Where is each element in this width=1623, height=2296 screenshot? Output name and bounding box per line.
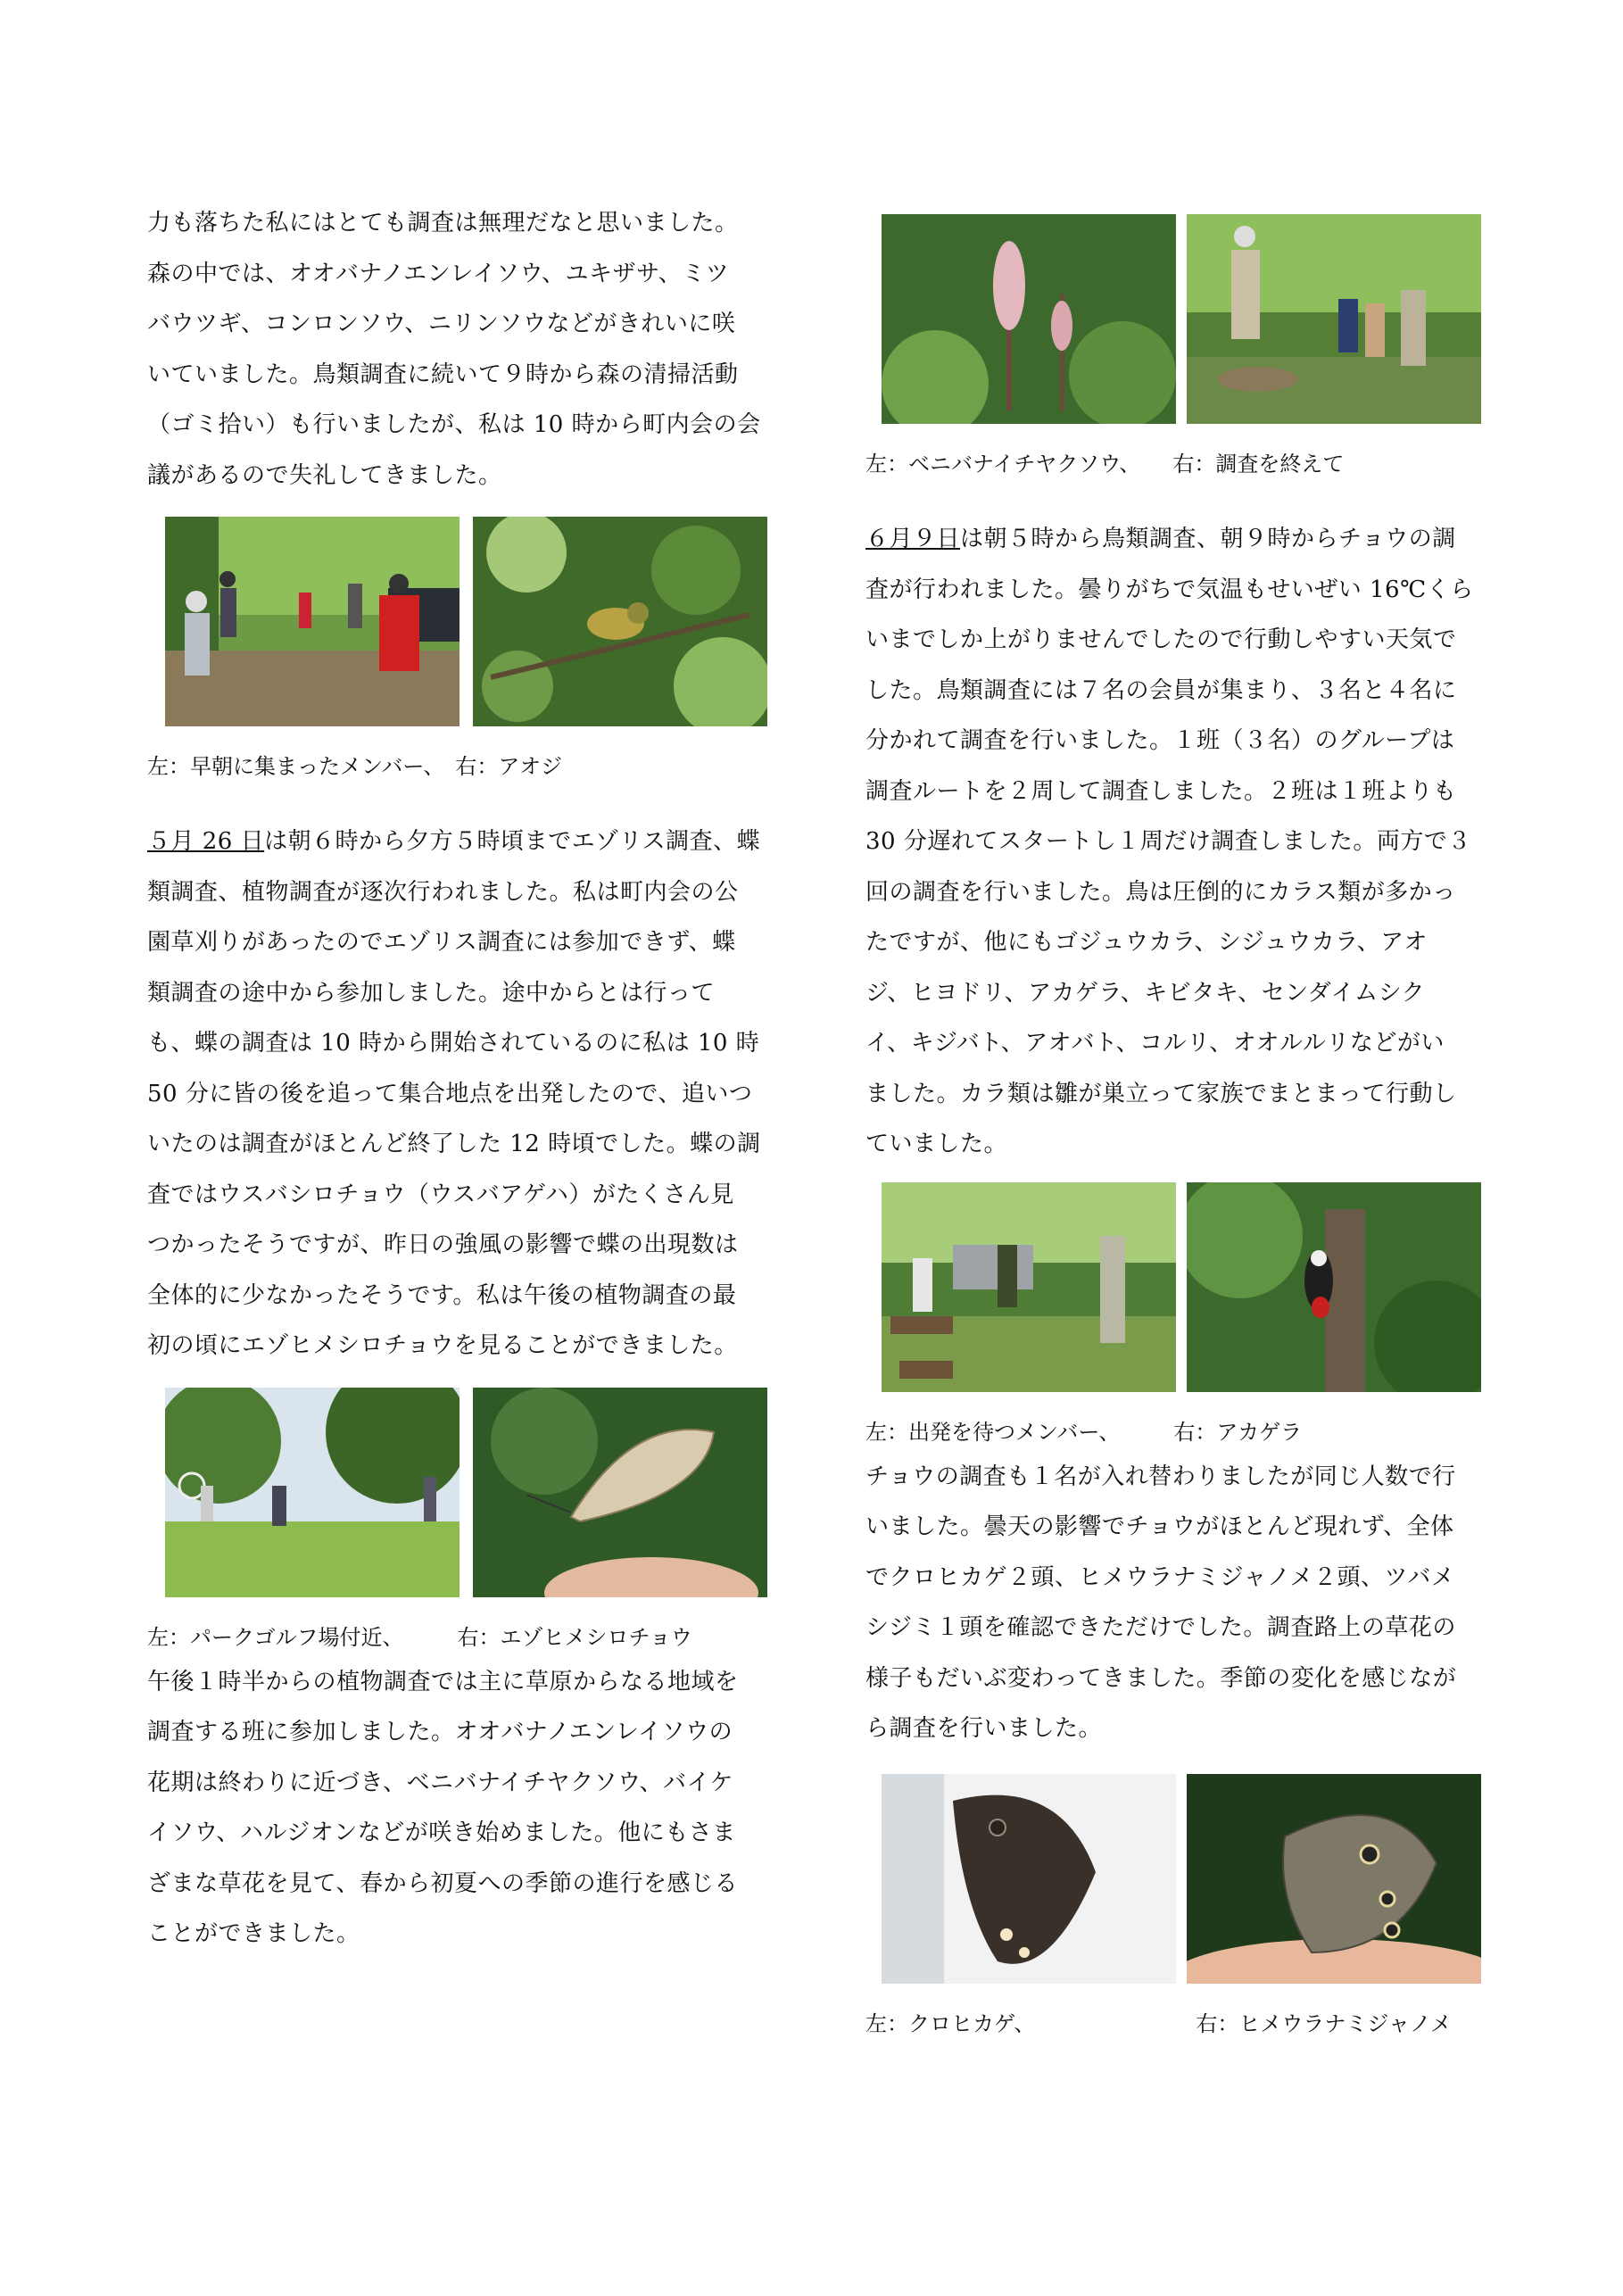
photo-aoji-bird: [473, 517, 767, 726]
caption-butterflies: 左：クロヒカゲ、 右：ヒメウラナミジャノメ: [865, 2010, 1452, 2036]
photo-pair-members-aoji: [147, 517, 772, 731]
date-may-26: ５月 26 日: [147, 828, 265, 855]
photo-pair-golf-butterfly: [147, 1388, 772, 1602]
photo-pair-plant-group: [865, 214, 1490, 428]
photo-after-survey: [1187, 214, 1481, 424]
caption-golf-butterfly: 左：パークゴルフ場付近、 右：エゾヒメシロチョウ: [147, 1624, 692, 1650]
left-column: [147, 198, 772, 1960]
right-paragraph-1: ６月９日は朝５時から鳥類調査、朝９時からチョウの調 査が行われました。曇りがちで気温もせいぜい 16℃くら いまでしか上がりませんでしたので行動しやすい天気で した。鳥類調査には７名の会員が集まり、３名と４名に 分かれて調査を行いました。１班（３名）のグループは 調査ルートを２周して調査しました。２班は１班よりも 30 分遅れてスタートし１周だけ調査しました。両方で３ 回の調査を行いました。鳥は圧倒的にカラス類が多かっ たですが、他にもゴジュウカラ、シジュウカラ、アオ ジ、ヒヨドリ、アカゲラ、キビタキ、センダイムシク イ、キジバト、アオバト、コルリ、オオルルリなどがい ました。カラ類は雛が巣立って家族でまとまって行動し ていました。: [865, 526, 1474, 1157]
caption-members-akagera: 左：出発を待つメンバー、 右：アカゲラ: [865, 1419, 1303, 1445]
right-column: [865, 214, 1490, 2040]
photo-park-golf-area: [165, 1388, 460, 1597]
left-paragraph-1: 力も落ちた私にはとても調査は無理だなと思いました。 森の中では、オオバナノエンレイソウ、ユキザサ、ミツ バウツギ、コンロンソウ、ニリンソウなどがきれいに咲 いていました。鳥類調査に続いて９時から森の清掃活動 （ゴミ拾い）も行いましたが、私は 10 時から町内会の会 議があるので失礼してきました。: [147, 210, 761, 489]
date-june-9: ６月９日: [865, 526, 961, 552]
caption-plant-group: 左：ベニバナイチヤクソウ、 右：調査を終えて: [865, 452, 1345, 477]
left-paragraph-2: ５月 26 日は朝６時から夕方５時頃までエゾリス調査、蝶 類調査、植物調査が逐次行われました。私は町内会の公 園草刈りがあったのでエゾリス調査には参加できず、蝶 類調査の途中から参加しました。途中からとは行って も、蝶の調査は 10 時から開始されているのに私は 10 時 50 分に皆の後を追って集合地点を出発したので、追いつ いたのは調査がほとんど終了した 12 時頃でした。蝶の調 査ではウスバシロチョウ（ウスバアゲハ）がたくさん見 つかったそうですが、昨日の強風の影響で蝶の出現数は 全体的に少なかったそうです。私は午後の植物調査の最 初の頃にエゾヒメシロチョウを見ることができました。: [147, 828, 761, 1359]
photo-pair-butterflies: [865, 1774, 1490, 1988]
photo-himeuranamijanome: [1187, 1774, 1481, 1984]
photo-morning-members: [165, 517, 460, 726]
photo-benibanaichiyakusou: [882, 214, 1176, 424]
caption-members-aoji: 左：早朝に集まったメンバー、 右：アオジ: [147, 754, 563, 779]
photo-kurohikage: [882, 1774, 1176, 1984]
photo-akagera: [1187, 1182, 1481, 1392]
right-paragraph-2: チョウの調査も１名が入れ替わりましたが同じ人数で行 いました。曇天の影響でチョウがほとんど現れず、全体 でクロヒカゲ２頭、ヒメウラナミジャノメ２頭、ツバメ シジミ１頭を確認できただけでした。調査路上の草花の 様子もだいぶ変わってきました。季節の変化を感じなが ら調査を行いました。: [865, 1463, 1457, 1742]
photo-waiting-members: [882, 1182, 1176, 1392]
photo-ezohimeshirochou: [473, 1388, 767, 1597]
left-paragraph-3: 午後１時半からの植物調査では主に草原からなる地域を 調査する班に参加しました。オオバナノエンレイソウの 花期は終わりに近づき、ベニバナイチヤクソウ、バイケ イソウ、ハルジオンなどが咲き始めました。他にもさま ざまな草花を見て、春から初夏への季節の進行を感じる ことができました。: [147, 1668, 739, 1947]
photo-pair-members-akagera: [865, 1182, 1490, 1397]
